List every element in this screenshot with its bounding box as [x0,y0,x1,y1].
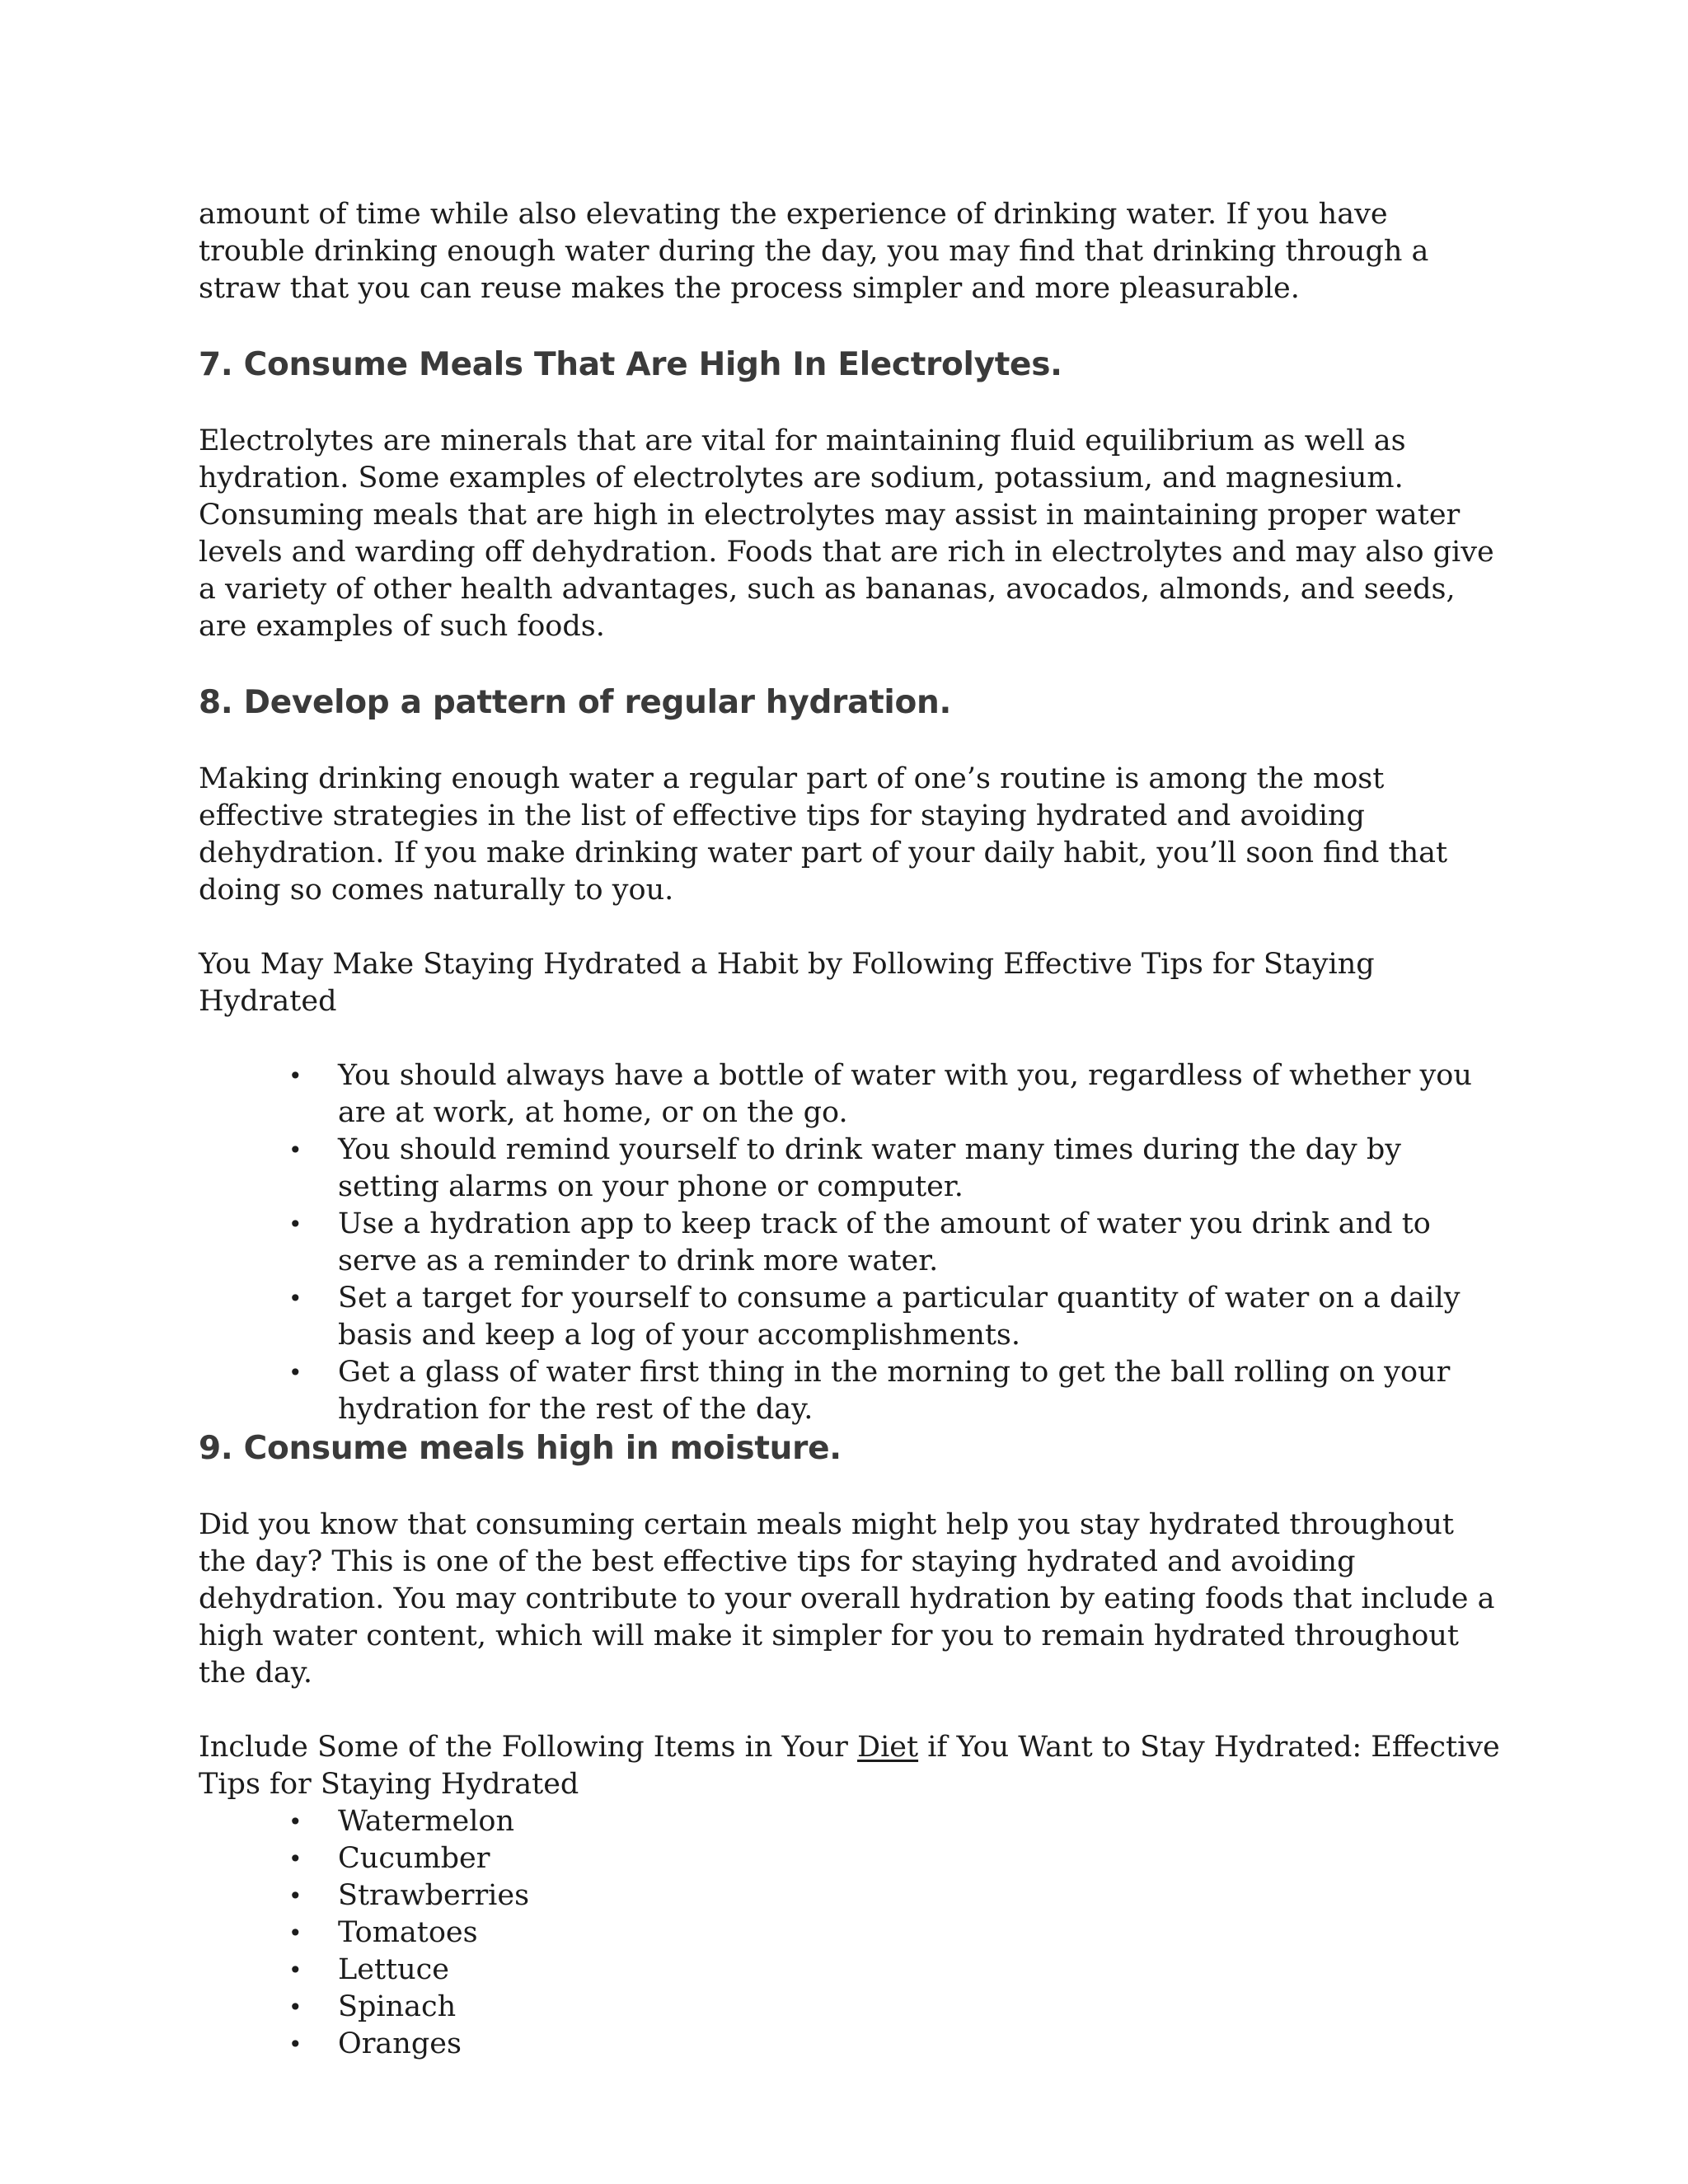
list-item: • Lettuce [338,1952,1501,1989]
list-item: • Watermelon [338,1803,1501,1840]
list-item: • Strawberries [338,1877,1501,1915]
list-item: • Use a hydration app to keep track of the amount of water you drink and to serve as a reminder to drink more water. [288,1207,1431,1277]
list-item: • Tomatoes [338,1915,1501,1952]
document-body [199,196,1501,2063]
list-item: • Cucumber [338,1840,1501,1877]
hydrating-foods-list [199,1803,1501,2063]
bullet-icon: • [288,1285,302,1312]
section-8-paragraph: Making drinking enough water a regular part of one’s routine is among the most effective strategies in the list of effective tips for staying hydrated and avoiding dehydration. If you make drinking water part of your daily habit, you’ll soon find that doing so comes naturally to you. [199,762,1448,907]
section-8-list-intro: You May Make Staying Hydrated a Habit by Following Effective Tips for Staying Hydrated [199,948,1375,1018]
bullet-icon: • [288,1957,302,1984]
bullet-icon: • [288,1882,302,1910]
intro-paragraph: amount of time while also elevating the experience of drinking water. If you have trouble drinking enough water during the day, you may find that drinking through a straw that you can reuse makes the process simpler and more pleasurable. [199,198,1429,305]
bullet-icon: • [288,1211,302,1238]
list-item: • Spinach [338,1989,1501,2026]
bullet-icon: • [288,1137,302,1164]
hydration-tips-list [199,1057,1500,1428]
list-item: • You should remind yourself to drink water many times during the day by setting alarms on your phone or computer. [288,1133,1402,1203]
section-9-heading: 9. Consume meals high in moisture. [199,1430,842,1467]
bullet-icon: • [288,1919,302,1947]
list-item: • Set a target for yourself to consume a particular quantity of water on a daily basis and keep a log of your accomplishments. [288,1282,1461,1352]
list-item: • You should always have a bottle of water with you, regardless of whether you are at work, at home, or on the go. [288,1059,1472,1129]
list-item: • Oranges [338,2026,1501,2063]
diet-link[interactable]: Diet [857,1731,919,1764]
bullet-icon: • [288,1359,302,1386]
section-9-paragraph: Did you know that consuming certain meals might help you stay hydrated throughout the day? This is one of the best effective tips for staying hydrated and avoiding dehydration. You may contribute to your overall hydration by eating foods that include a high water content, which will make it simpler for you to remain hydrated throughout the day. [199,1508,1495,1690]
bullet-icon: • [288,1808,302,1835]
bullet-icon: • [288,2031,302,2058]
bullet-icon: • [288,1062,302,1090]
section-8-heading: 8. Develop a pattern of regular hydration. [199,684,951,721]
bullet-icon: • [288,1994,302,2021]
section-7-heading: 7. Consume Meals That Are High In Electrolytes. [199,346,1062,383]
list-item: • Get a glass of water first thing in the morning to get the ball rolling on your hydration for the rest of the day. [288,1356,1451,1426]
section-9-list-intro: Include Some of the Following Items in Your Diet if You Want to Stay Hydrated: Effective Tips for Staying Hydrated [199,1731,1500,1801]
bullet-icon: • [288,1845,302,1872]
section-7-paragraph: Electrolytes are minerals that are vital for maintaining fluid equilibrium as well as hydration. Some examples of electrolytes are sodium, potassium, and magnesium. Consuming meals that are high in electrolytes may assist in maintaining proper water levels and warding off dehydration. Foods that are rich in electrolytes and may also give a variety of other health advantages, such as bananas, avocados, almonds, and seeds, are examples of such foods. [199,424,1494,643]
